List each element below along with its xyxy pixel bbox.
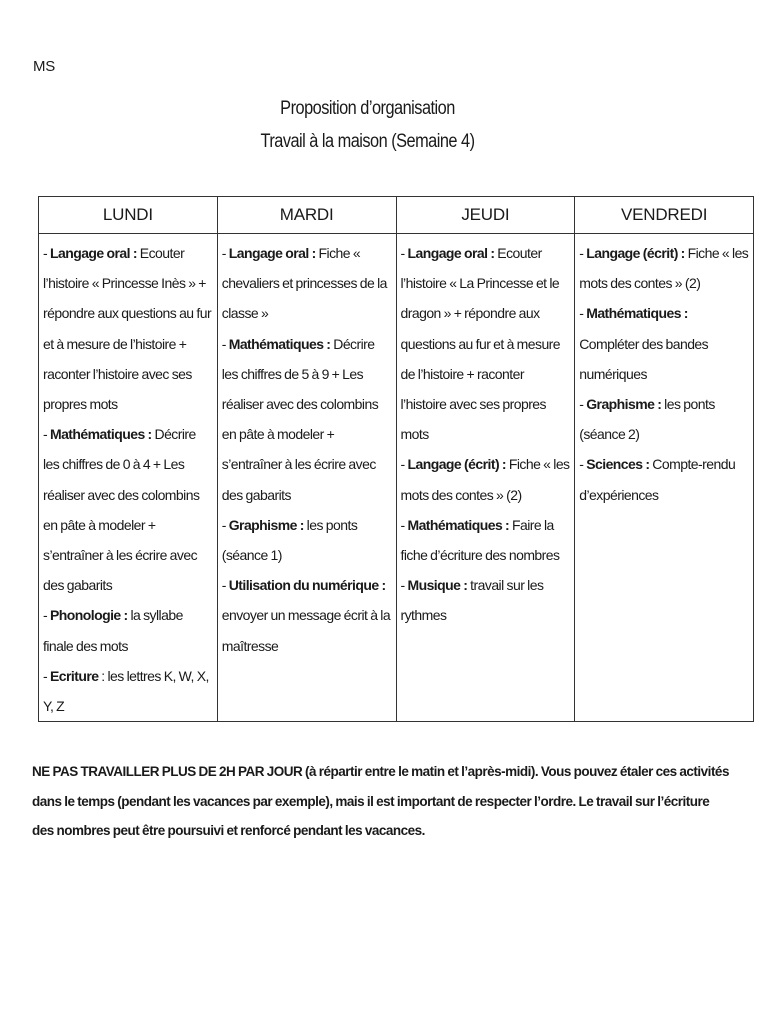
document-header <box>0 92 735 158</box>
activity-subject: Phonologie : <box>49 607 128 624</box>
day-header-vendredi: VENDREDI <box>575 197 754 234</box>
activity-subject: Langage (écrit) : <box>407 456 507 473</box>
activity-description: la syllabe finale des mots <box>43 607 183 654</box>
activity-subject: Graphisme : <box>228 516 304 533</box>
bullet-dash: - <box>579 396 587 413</box>
document-subtitle: Travail à la maison (Semaine 4) <box>260 131 475 152</box>
activity-item <box>222 570 393 661</box>
activity-description: Fiche « les mots des contes » (2) <box>579 245 749 292</box>
class-level-label: MS <box>33 58 55 75</box>
activity-item <box>401 238 572 449</box>
activity-item <box>43 238 214 419</box>
activity-description: Compléter des bandes numériques <box>579 335 709 382</box>
activity-description: Décrire les chiffres de 5 à 9 + Les réaliser avec des colombins en pâte à modeler + s’entraîner à les écrire avec des gabarits <box>221 335 379 503</box>
activity-item <box>579 298 750 389</box>
activity-item <box>222 329 393 510</box>
activity-description: Ecouter l’histoire « Princesse Inès » + répondre aux questions au fur et à mesure de l’histoire + raconter l’histoire avec ses propres mots <box>43 245 212 413</box>
activity-description: Fiche « les mots des contes » (2) <box>400 456 570 503</box>
day-header-mardi: MARDI <box>217 197 396 234</box>
activity-subject: Mathématiques : <box>49 426 152 443</box>
activity-subject: Langage oral : <box>228 245 316 261</box>
bullet-dash: - <box>400 577 408 594</box>
activity-subject: Mathématiques : <box>586 305 688 322</box>
bullet-dash: - <box>400 245 408 261</box>
activity-description: Fiche « chevaliers et princesses de la classe » <box>221 245 387 322</box>
activity-description: Ecouter l’histoire « La Princesse et le dragon » + répondre aux questions au fur et à mesure de l’histoire + raconter l’histoire avec ses propres mots <box>400 245 561 443</box>
activity-item <box>222 238 393 329</box>
day-cell-jeudi <box>396 234 575 722</box>
activity-subject: Mathématiques : <box>407 516 510 533</box>
document-title: Proposition d’organisation <box>280 98 455 119</box>
activity-item <box>579 449 750 509</box>
day-cell-lundi <box>39 234 218 722</box>
activity-subject: Langage oral : <box>49 245 137 261</box>
activity-description: travail sur les rythmes <box>400 577 544 624</box>
day-cell-vendredi <box>575 234 754 722</box>
bullet-dash: - <box>43 426 50 443</box>
bullet-dash: - <box>221 577 229 594</box>
day-header-jeudi: JEUDI <box>396 197 575 234</box>
day-cell-mardi <box>217 234 396 722</box>
activity-subject: Graphisme : <box>586 396 662 413</box>
activity-item <box>43 600 214 660</box>
bullet-dash: - <box>43 667 50 684</box>
activity-description: envoyer un message écrit à la maîtresse <box>221 607 391 654</box>
activity-subject: Utilisation du numérique : <box>228 577 386 594</box>
activity-subject: Mathématiques : <box>228 335 331 352</box>
instructions-note: NE PAS TRAVAILLER PLUS DE 2H PAR JOUR (à répartir entre le matin et l’après-midi). Vous pouvez étaler ces activités dans le temps (pendant les vacances par exemple), mais il est important de respecter l’ordre. Le travail sur l’écriture des nombres peut être poursuivi et renforcé pendant les vacances. <box>32 764 729 838</box>
activity-subject: Langage (écrit) : <box>586 245 685 261</box>
table-header-row <box>39 197 754 234</box>
activity-description: les ponts (séance 1) <box>221 516 358 564</box>
bullet-dash: - <box>43 245 50 261</box>
activity-description: Compte-rendu d’expériences <box>579 456 736 503</box>
activity-description: Décrire les chiffres de 0 à 4 + Les réaliser avec des colombins en pâte à modeler + s’entraîner à les écrire avec des gabarits <box>43 426 200 594</box>
bullet-dash: - <box>221 516 229 533</box>
activity-item <box>401 510 572 570</box>
table-row <box>39 234 754 722</box>
activity-item <box>43 419 214 600</box>
activity-item <box>579 238 750 298</box>
activity-subject: Musique : <box>407 577 468 594</box>
activity-description: Faire la fiche d’écriture des nombres <box>400 516 560 564</box>
bullet-dash: - <box>221 245 229 261</box>
activity-item <box>222 510 393 570</box>
bullet-dash: - <box>400 456 408 473</box>
activity-description: les ponts (séance 2) <box>579 396 715 443</box>
activity-subject: Ecriture <box>49 667 99 684</box>
bullet-dash: - <box>579 245 587 261</box>
activity-item <box>43 661 214 721</box>
activity-item <box>401 570 572 630</box>
activity-item <box>401 449 572 509</box>
bullet-dash: - <box>579 305 587 322</box>
bullet-dash: - <box>579 456 587 473</box>
activity-item <box>579 389 750 449</box>
day-header-lundi: LUNDI <box>39 197 218 234</box>
bullet-dash: - <box>221 335 229 352</box>
activity-subject: Langage oral : <box>407 245 495 261</box>
bullet-dash: - <box>43 607 50 624</box>
activity-description: : les lettres K, W, X, Y, Z <box>43 667 209 715</box>
weekly-schedule-table <box>38 196 754 722</box>
bullet-dash: - <box>400 516 408 533</box>
activity-subject: Sciences : <box>586 456 650 473</box>
